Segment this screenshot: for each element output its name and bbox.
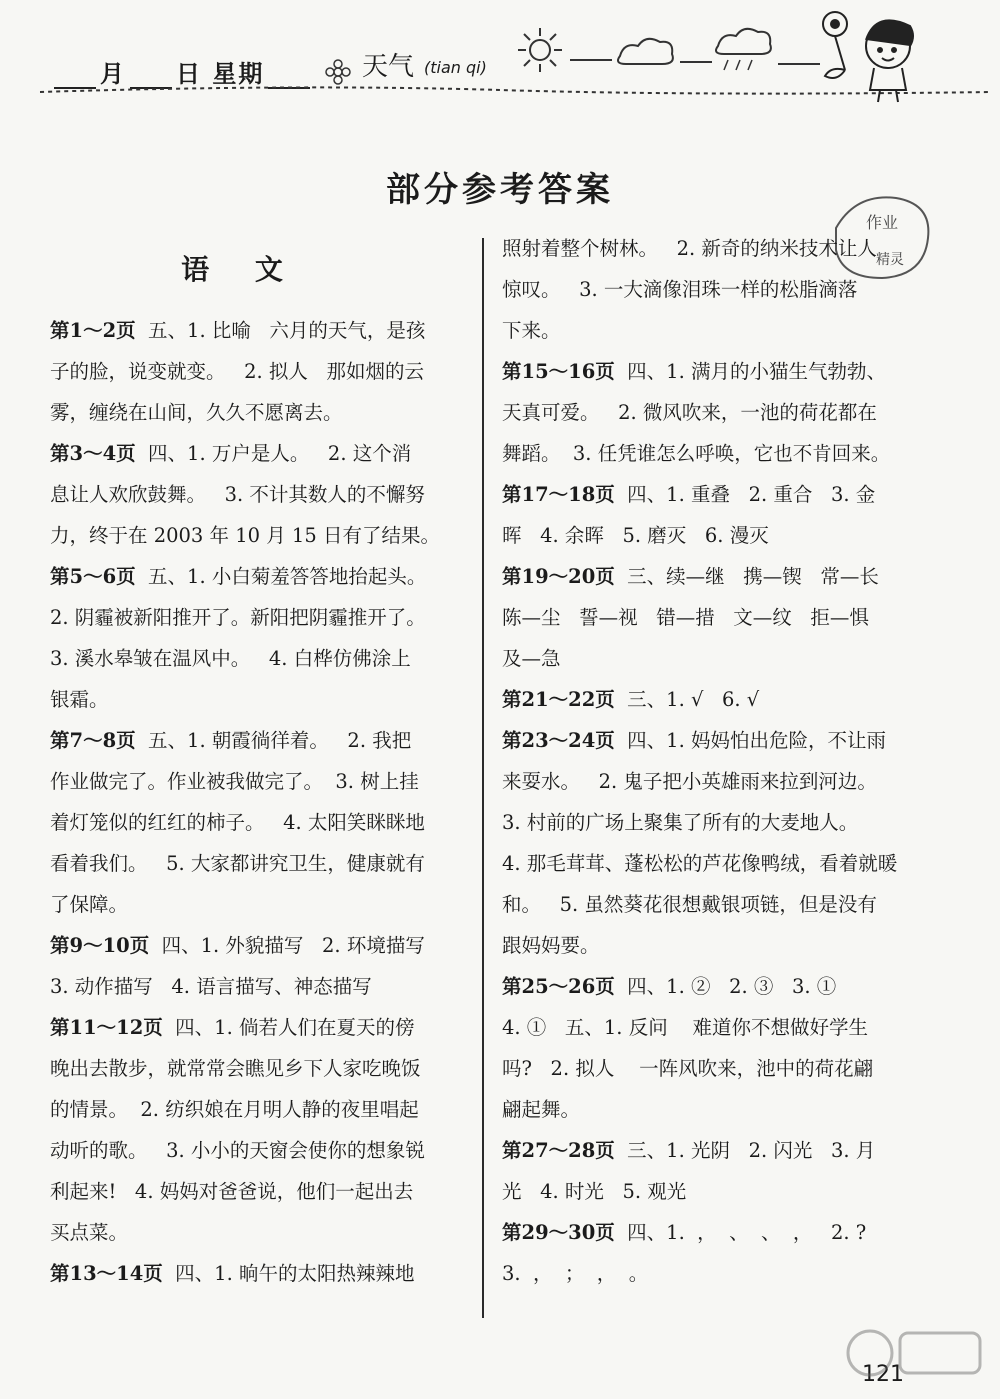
answer-line [502,474,912,515]
answer-text: 三、1. √ 6. √ [614,688,760,711]
page-range-label: 第3～4页 [50,442,136,465]
answer-text: 四、1. ， 、 、 ， 2. ? [614,1221,867,1244]
answer-line [50,515,460,556]
answer-line [502,392,912,433]
answer-text: 四、1. 倘若人们在夏天的傍 [162,1016,415,1039]
answer-line [502,556,912,597]
answer-text: 下来。 [502,319,561,342]
answer-line [50,1171,460,1212]
answer-text: 五、1. 小白菊羞答答地抬起头。 [135,565,427,588]
stamp-text-top: 作业 [866,213,899,232]
answer-text: 利起来! 4. 妈妈对爸爸说，他们一起出去 [50,1180,414,1203]
page-range-label: 第29～30页 [502,1221,615,1244]
page-range-label: 第7～8页 [50,729,136,752]
answer-line [50,843,460,884]
answer-line [502,1048,912,1089]
page-range-label: 第21～22页 [502,688,615,711]
answer-text: 和。 5. 虽然葵花很想戴银项链，但是没有 [502,893,877,916]
cloud-icon [618,39,673,64]
column-divider [482,238,484,1318]
answer-text: 照射着整个树林。 2. 新奇的纳米技术让人 [502,237,877,260]
answer-line [50,638,460,679]
stamp-text-bottom: 精灵 [876,252,904,268]
weather-label: 天气 [362,52,415,82]
answer-text: 力，终于在 2003 年 10 月 15 日有了结果。 [50,524,440,547]
answer-line [502,1007,912,1048]
answer-line [502,638,912,679]
answer-line [502,1253,912,1294]
answer-line [50,679,460,720]
week-label: 星期 [212,60,265,88]
answer-line [50,556,460,597]
answer-line [502,925,912,966]
page-range-label: 第23～24页 [502,729,615,752]
answer-line [502,228,912,269]
header-decoration [0,0,1000,110]
answer-text: 买点菜。 [50,1221,129,1244]
answer-line [50,392,460,433]
left-column [50,310,460,1294]
answer-line [502,679,912,720]
answer-line [502,1171,912,1212]
answer-text: 2. 阴霾被新阳推开了。新阳把阴霾推开了。 [50,606,426,629]
answer-line [502,269,912,310]
page-range-label: 第27～28页 [502,1139,615,1162]
page-title: 部分参考答案 [386,170,614,210]
answer-text: 看着我们。 5. 大家都讲究卫生，健康就有 [50,852,425,875]
answer-text: 作业做完了。作业被我做完了。 3. 树上挂 [50,770,419,793]
girl-with-flower-icon [823,12,913,102]
answer-line [502,1089,912,1130]
page-range-label: 第5～6页 [50,565,136,588]
answer-text: 五、1. 比喻 六月的天气，是孩 [135,319,426,342]
page-number: 121 [862,1362,904,1387]
page-header [0,0,1000,110]
answer-text: 光 4. 时光 5. 观光 [502,1180,687,1203]
answer-text: 天真可爱。 2. 微风吹来，一池的荷花都在 [502,401,877,424]
page-range-label: 第15～16页 [502,360,615,383]
answer-text: 动听的歌。 3. 小小的天窗会使你的想象锐 [50,1139,425,1162]
answer-line [50,720,460,761]
answer-text: 3. 溪水皋皱在温风中。 4. 白桦仿佛涂上 [50,647,411,670]
answer-text: 3. 村前的广场上聚集了所有的大麦地人。 [502,811,859,834]
answer-text: 4. ① 五、1. 反问 难道你不想做好学生 [502,1016,868,1039]
answer-text: 吗? 2. 拟人 一阵风吹来，池中的荷花翩 [502,1057,874,1080]
subject-heading: 语 文 [181,253,301,286]
page-range-label: 第17～18页 [502,483,615,506]
answer-line [50,1048,460,1089]
answer-text: 四、1. ② 2. ③ 3. ① [614,975,837,998]
page-range-label: 第1～2页 [50,319,136,342]
answer-text: 了保障。 [50,893,129,916]
answer-text: 晖 4. 余晖 5. 磨灭 6. 漫灭 [502,524,769,547]
answer-text: 舞蹈。 3. 任凭谁怎么呼唤，它也不肯回来。 [502,442,891,465]
answer-text: 四、1. 满月的小猫生气勃勃、 [614,360,886,383]
page-range-label: 第9～10页 [50,934,150,957]
answer-text: 3. ， ； ， 。 [502,1262,649,1285]
answer-text: 银霜。 [50,688,109,711]
page-range-label: 第25～26页 [502,975,615,998]
answer-text: 四、1. 妈妈怕出危险，不让雨 [614,729,886,752]
answer-line [50,474,460,515]
answer-line [50,802,460,843]
answer-line [50,761,460,802]
answer-text: 4. 那毛茸茸、蓬松松的芦花像鸭绒，看着就暖 [502,852,898,875]
answer-line [502,310,912,351]
page-range-label: 第19～20页 [502,565,615,588]
answer-text: 惊叹。 3. 一大滴像泪珠一样的松脂滴落 [502,278,858,301]
answer-line [50,1130,460,1171]
answer-text: 三、续—继 携—锲 常—长 [614,565,879,588]
answer-text: 四、1. 万户是人。 2. 这个消 [135,442,412,465]
answer-text: 四、1. 外貌描写 2. 环境描写 [149,934,425,957]
answer-text: 四、1. 晌午的太阳热辣辣地 [162,1262,415,1285]
answer-text: 三、1. 光阴 2. 闪光 3. 月 [614,1139,876,1162]
answer-text: 翩起舞。 [502,1098,581,1121]
page-range-label: 第11～12页 [50,1016,163,1039]
page-range-label: 第13～14页 [50,1262,163,1285]
answer-line [50,351,460,392]
answer-line [50,925,460,966]
answer-line [502,802,912,843]
answer-line [50,1253,460,1294]
day-label: 日 [176,60,202,88]
answer-line [502,351,912,392]
flower-icon [326,60,350,84]
answer-line [502,843,912,884]
answer-text: 陈—尘 誓—视 错—措 文—纹 拒—惧 [502,606,869,629]
month-label: 月 [100,60,126,88]
answer-line [502,515,912,556]
answer-text: 3. 动作描写 4. 语言描写、神态描写 [50,975,372,998]
dashed-border-line [40,87,990,93]
answer-text: 着灯笼似的红红的柿子。 4. 太阳笑眯眯地 [50,811,425,834]
answer-text: 雾，缠绕在山间，久久不愿离去。 [50,401,343,424]
answer-line [50,1089,460,1130]
answer-line [50,966,460,1007]
answer-line [502,761,912,802]
answer-text: 息让人欢欣鼓舞。 3. 不计其数人的不懈努 [50,483,425,506]
answer-line [50,884,460,925]
answer-line [502,966,912,1007]
rain-cloud-icon [716,29,771,70]
answer-line [502,1130,912,1171]
answer-line [50,1007,460,1048]
right-column [502,228,912,1294]
answer-line [502,720,912,761]
answer-line [502,884,912,925]
answer-text: 五、1. 朝霞徜徉着。 2. 我把 [135,729,412,752]
answer-line [50,597,460,638]
weather-pinyin: (tian qi) [424,58,487,77]
answer-text: 的情景。 2. 纺织娘在月明人静的夜里唱起 [50,1098,419,1121]
answer-text: 子的脸，说变就变。 2. 拟人 那如烟的云 [50,360,424,383]
answer-text: 晚出去散步，就常常会瞧见乡下人家吃晚饭 [50,1057,421,1080]
answer-line [50,1212,460,1253]
answer-line [502,433,912,474]
answer-text: 四、1. 重叠 2. 重合 3. 金 [614,483,876,506]
answer-text: 及—急 [502,647,561,670]
answer-text: 来耍水。 2. 鬼子把小英雄雨来拉到河边。 [502,770,877,793]
answer-line [50,310,460,351]
answer-line [502,597,912,638]
sun-icon [518,28,562,72]
answer-line [50,433,460,474]
watermark-logo [840,1313,990,1393]
answer-text: 跟妈妈要。 [502,934,600,957]
answer-line [502,1212,912,1253]
